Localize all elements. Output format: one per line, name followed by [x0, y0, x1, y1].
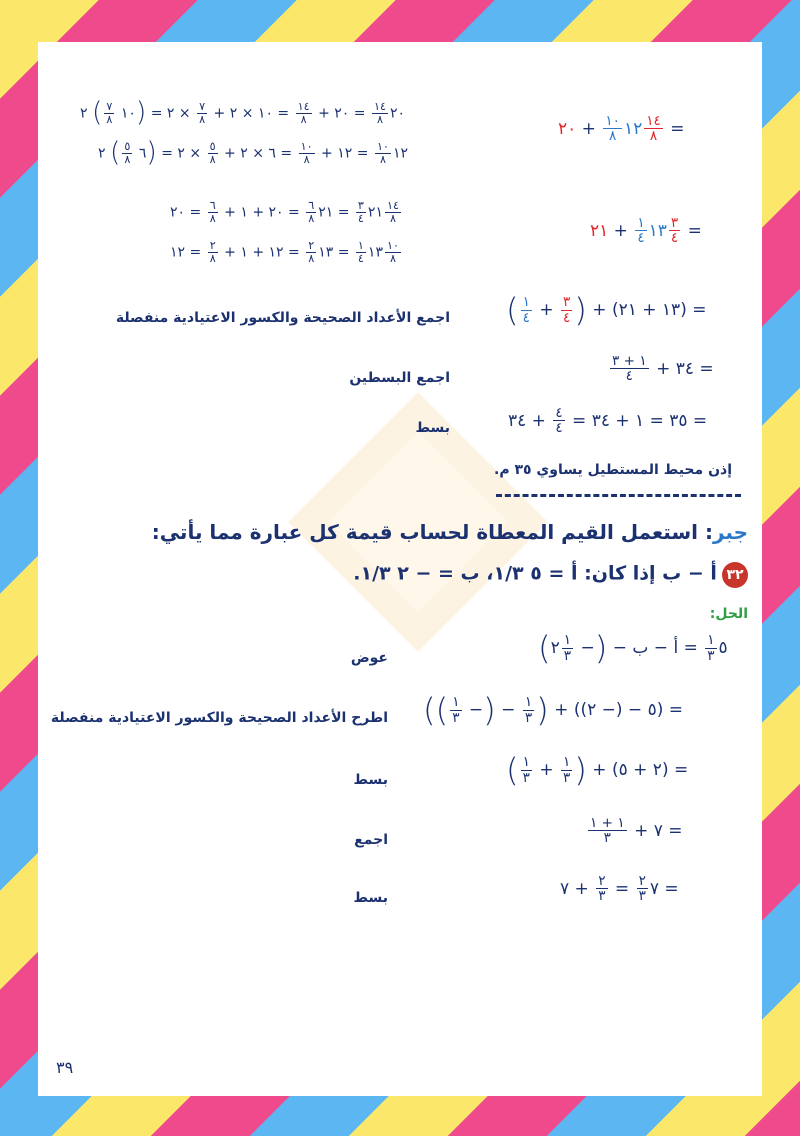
note-substitute: عوض — [350, 650, 388, 666]
note-add: اجمع — [354, 832, 388, 848]
side-calc-line-4: ١٣ $\frac{١}{٤}$ = ١٣ $\frac{٢}{٨}$ = ١٢ + ١ + $\frac{٢}{٨}$ = ١٢ $\frac{١٠}{٨}$ — [170, 239, 399, 265]
step-1-expression: ١٢ $\frac{١٠}{٨}$ + ٢٠ $\frac{١٤}{٨}$ = — [558, 113, 685, 145]
solution-step-3: ( $\frac{١}{٣}$ + $\frac{١}{٣}$ ) + (٢ + ٥) = — [506, 751, 689, 789]
solution-step-1: (٢ $\frac{١}{٣}$ −) − ٥ $\frac{١}{٣}$ = أ − ب — [538, 629, 728, 667]
solution-label: الحل: — [709, 606, 748, 622]
note-simplify: بسط — [415, 420, 450, 436]
solution-step-4: $\frac{١ + ١}{٣}$ + ٧ = — [590, 815, 683, 847]
note-numerators: اجمع البسطين — [349, 370, 450, 386]
side-calc-line-1: ٢٠ $\frac{١٤}{٨}$ = ٢٠ + $\frac{١٤}{٨}$ = ١٠ × ٢ + $\frac{٧}{٨}$ × ٢ = (١٠ $\frac{٧}{٨}$ ) ٢ — [80, 97, 406, 128]
worksheet-page — [38, 42, 762, 1096]
step-4-expression: $\frac{١ + ٣}{٤}$ + ٣٤ = — [612, 353, 714, 385]
conclusion-text: إذن محيط المستطيل يساوي ٣٥ م. — [494, 462, 732, 478]
note-combine: اجمع الأعداد الصحيحة والكسور الاعتيادية منفصلة — [115, 310, 450, 326]
section-heading: جبر: استعمل القيم المعطاة لحساب قيمة كل عبارة مما يأتي: — [151, 520, 748, 544]
page-number: ٣٩ — [56, 1058, 74, 1077]
section-instruction: استعمل القيم المعطاة لحساب قيمة كل عبارة مما يأتي: — [151, 520, 698, 544]
side-calc-line-3: ٢١ $\frac{٣}{٤}$ = ٢١ $\frac{٦}{٨}$ = ٢٠ + ١ + $\frac{٦}{٨}$ = ٢٠ $\frac{١٤}{٨}$ — [170, 199, 399, 225]
note-subtract: اطرح الأعداد الصحيحة والكسور الاعتيادية منفصلة — [50, 710, 388, 726]
step-2-expression: ١٣ $\frac{١}{٤}$ + ٢١ $\frac{٣}{٤}$ = — [590, 215, 702, 247]
note-simplify-2: بسط — [353, 890, 388, 906]
section-label: جبر — [712, 520, 748, 544]
problem-32 — [353, 562, 748, 588]
section-divider — [496, 494, 741, 497]
solution-step-2: (( $\frac{١}{٣}$ −) − $\frac{١}{٣}$ ) + ((٢ −) − ٥) = — [423, 691, 683, 729]
problem-number-badge: ٣٢ — [722, 562, 748, 588]
problem-text: أ − ب إذا كان: أ = ٥ ١/٣، ب = − ٢ ١/٣. — [353, 562, 717, 585]
note-simplify-1: بسط — [353, 772, 388, 788]
solution-step-5: ٧ $\frac{٢}{٣}$ = $\frac{٢}{٣}$ + ٧ = — [560, 873, 679, 905]
side-calc-line-2: ١٢ $\frac{١٠}{٨}$ = ١٢ + $\frac{١٠}{٨}$ = ٦ × ٢ + $\frac{٥}{٨}$ × ٢ = (٦ $\frac{٥}{٨}$ ) ٢ — [98, 137, 409, 168]
step-5-expression: ٣٥ = ١ + ٣٤ = $\frac{٤}{٤}$ + ٣٤ = — [508, 405, 708, 437]
step-3-expression: ( $\frac{١}{٤}$ + $\frac{٣}{٤}$ ) + (١٣ + ٢١) = — [506, 291, 707, 329]
